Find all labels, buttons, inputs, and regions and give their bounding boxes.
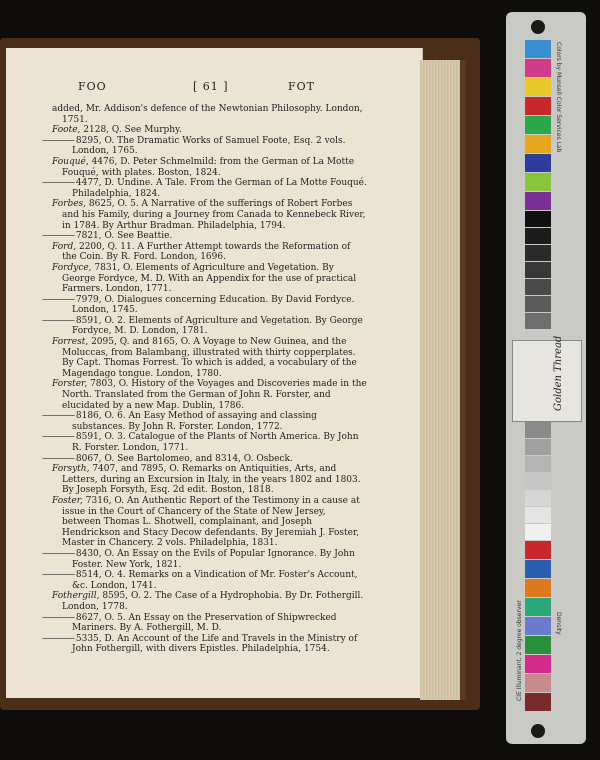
gray-swatch (525, 313, 551, 329)
color-swatch (525, 173, 551, 191)
catalog-subentry: ———— 8514, O. 4. Remarks on a Vindication of Mr. Foster's Account, &c. London, 1741. (42, 570, 367, 591)
color-swatch (525, 617, 551, 635)
header-right: FOT (288, 80, 315, 93)
entry-author: Forster, (52, 379, 88, 390)
catalog-subentry: ———— 8067, O. See Bartolomeo, and 8314, O. Osbeck. (42, 454, 367, 465)
catalog-subentry: ———— 8627, O. 5. An Essay on the Preservation of Shipwrecked Mariners. By A. Fothergill, M. D. (42, 613, 367, 634)
color-swatch (525, 40, 551, 58)
catalog-entry (42, 496, 367, 549)
catalog-entry (42, 379, 367, 411)
gray-swatch (525, 524, 551, 540)
entry-text: 8625, O. 5. A Narrative of the sufferings of Robert Forbes and his Family, during a Journey from Canada to Kennebeck River, in 1784. By Arthur Bradman. Philadelphia, 1794. (62, 199, 366, 231)
color-swatch (525, 135, 551, 153)
gray-swatch (525, 490, 551, 506)
catalog-entry (42, 591, 367, 612)
catalog-subentry: ———— 8186, O. 6. An Easy Method of assaying and classing substances. By John R. Forster. London, 1772. (42, 411, 367, 432)
gray-swatch (525, 456, 551, 472)
gray-swatch (525, 262, 551, 278)
color-swatch (525, 154, 551, 172)
catalog-entry (42, 125, 367, 136)
entry-author: Forrest, (52, 337, 89, 348)
entry-author: Fouqué, (52, 156, 89, 167)
catalog-entry (42, 263, 367, 295)
catalog-entry (42, 337, 367, 379)
catalog-entry (42, 199, 367, 231)
entry-text: 2095, Q. and 8165, O. A Voyage to New Guinea, and the Moluccas, from Balambang, illustrated with thirty copperplates. By Capt. Thomas Forrest. To which is added, a vocabulary of the Magendago tongue. London, 1780. (62, 337, 357, 379)
brand-label: Golden Thread (553, 335, 564, 411)
color-swatch (525, 541, 551, 559)
entry-text: 2128, Q. See Murphy. (80, 125, 182, 136)
color-swatch (525, 655, 551, 673)
catalog-continuation: added, Mr. Addison's defence of the Newtonian Philosophy. London, 1751. (52, 104, 363, 125)
color-swatch (525, 693, 551, 711)
catalog-entry (42, 464, 367, 496)
card-hole-top (531, 20, 545, 34)
catalog-subentry: ———— 8295, O. The Dramatic Works of Samuel Foote, Esq. 2 vols. London, 1765. (42, 136, 367, 157)
color-swatch (525, 116, 551, 134)
entry-author: Foster, (52, 495, 83, 506)
gray-swatch (525, 245, 551, 261)
gray-swatch (525, 296, 551, 312)
color-swatch (525, 97, 551, 115)
page-number: [ 61 ] (193, 80, 229, 93)
color-swatch (525, 579, 551, 597)
entry-author: Fothergill, (52, 591, 100, 602)
catalog-subentry: ———— 8591, O. 3. Catalogue of the Plants of North America. By John R. Forster. London, 1771. (42, 432, 367, 453)
card-top-label: Colors by Munsell Color Services Lab (555, 42, 562, 153)
entry-text: 7316, O. An Authentic Report of the Testimony in a cause at issue in the Court of Chancery of the State of New Jersey, between Thomas L. Shotwell, complainant, and Joseph Hendrickson and Stacy Decow defendants. By Jeremiah J. Foster, Master in Chancery. 2 vols. Philadelphia, 1831. (62, 495, 360, 549)
catalog-subentry: ———— 8591, O. 2. Elements of Agriculture and Vegetation. By George Fordyce, M. D. London, 1781. (42, 316, 367, 337)
entry-author: Forsyth, (52, 464, 90, 475)
entry-author: Forbes, (52, 199, 87, 210)
entry-text: 4476, D. Peter Schmelmild: from the German of La Motte Fouqué, with plates. Boston, 1824. (62, 156, 355, 178)
gray-swatch (525, 473, 551, 489)
entry-author: Foote, (52, 125, 81, 136)
header-left: FOO (78, 80, 107, 93)
color-swatch (525, 560, 551, 578)
gray-swatch (525, 439, 551, 455)
gray-swatch (525, 211, 551, 227)
page-edges (420, 60, 466, 700)
color-swatch (525, 636, 551, 654)
entry-author: Ford, (52, 241, 77, 252)
color-swatch (525, 674, 551, 692)
color-swatch (525, 598, 551, 616)
brand-label-box (512, 335, 582, 422)
catalog-subentry: ———— 7979, O. Dialogues concerning Education. By David Fordyce. London, 1745. (42, 295, 367, 316)
color-swatch (525, 78, 551, 96)
catalog-text (42, 104, 367, 655)
entry-text: 7831, O. Elements of Agriculture and Vegetation. By George Fordyce, M. D. With an Appendix for the use of practical Farmers. London, 1771. (62, 262, 357, 295)
color-swatch (525, 192, 551, 210)
catalog-subentry: ———— 7821, O. See Beattie. (42, 231, 367, 242)
card-bottom-label: CIE Illuminant, 2 degree observer (516, 600, 523, 701)
catalog-entry (42, 157, 367, 178)
density-label: Density (555, 612, 562, 635)
entry-text: 8595, O. 2. The Case of a Hydrophobia. By Dr. Fothergill. London, 1778. (62, 591, 364, 612)
catalog-subentry: ———— 4477, D. Undine. A Tale. From the German of La Motte Fouqué. Philadelphia, 1824. (42, 178, 367, 199)
catalog-entry (42, 242, 367, 263)
card-hole-bottom (531, 724, 545, 738)
color-swatch (525, 59, 551, 77)
gray-swatch (525, 422, 551, 438)
gray-swatch (525, 279, 551, 295)
catalog-subentry: ———— 8430, O. An Essay on the Evils of Popular Ignorance. By John Foster. New York, 1821. (42, 549, 367, 570)
entry-text: 2200, Q. 11. A Further Attempt towards the Reformation of the Coin. By R. Ford. London, 1696. (62, 241, 351, 263)
gray-swatch (525, 228, 551, 244)
gray-swatch (525, 507, 551, 523)
entry-author: Fordyce, (52, 262, 92, 273)
entry-text: 7407, and 7895, O. Remarks on Antiquities, Arts, and Letters, during an Excursion in Italy, in the years 1802 and 1803. By Joseph Forsyth, Esq. 2d edit. Boston, 1818. (62, 464, 361, 496)
catalog-subentry: ———— 5335, D. An Account of the Life and Travels in the Ministry of John Fothergill, with divers Epistles. Philadelphia, 1754. (42, 634, 367, 655)
entry-text: 7803, O. History of the Voyages and Discoveries made in the North. Translated from the German of John R. Forster, and elucidated by a new Map. Dublin, 1786. (62, 379, 367, 411)
